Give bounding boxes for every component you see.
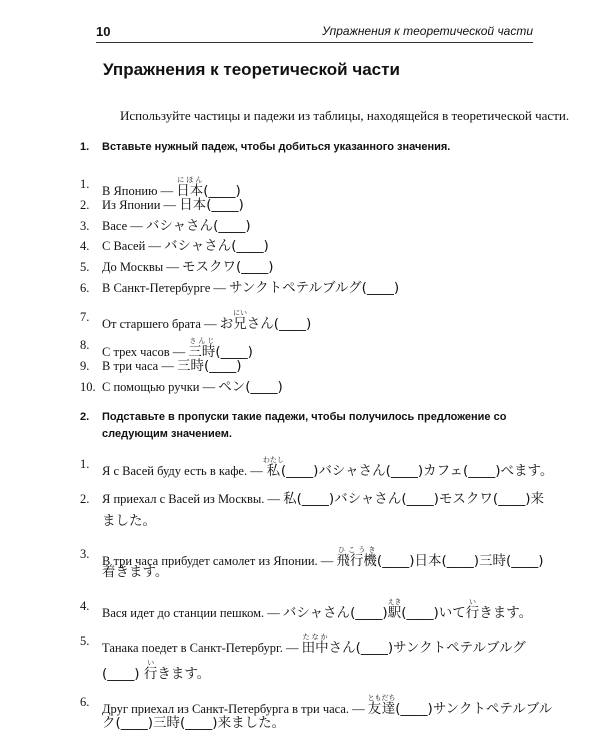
intro-text: Используйте частицы и падежи из таблицы, находящейся в теоретической части. — [120, 108, 570, 123]
exercise-number: 1. — [80, 141, 90, 153]
page-number: 10 — [96, 24, 111, 39]
exercise-instruction: Подставьте в пропуски такие падежи, чтобы получилось предложение со следующим значением. — [102, 411, 507, 440]
running-header — [96, 22, 533, 43]
exercise-number: 2. — [80, 411, 90, 423]
page: 10 Упражнения к теоретической части Упражнения к теоретической части Используйте частицы и падежи из таблицы, находящейся в теоретической части. 1. Вставьте нужный падеж, чтобы добиться указанного значения. 1. В Японию — 日本にほん(____) 2. Из Японии — 日本(____) 3. Васе — バシャさん(____) 4. С Васей — バシャさん(____) 5. До Москвы — モスクワ(____) 6. В Санкт-Петербурге — サンクトペテルブルグ(____) 7. От старшего брата — お兄にいさん(____) 8. С трех часов — 三時さんじ(____) 9. В три часа — 三時(____) 10. С помощью ручки — ペン(____) 2. Подставьте в пропуски такие падежи, чтобы получилось предложение со следующим значением. 1. Я с Васей буду есть в кафе. — 私わたし(____)バシャさん(____)カフェ(____)べます。 2. Я приехал с Васей из Москвы. — 私(____)バシャさん(____)モスクワ(____)来 ました。 3. В три часа прибудет самолет из Японии. — 飛行機ひこうき(____)日本(____)三時(____) 着きます。 4. Вася идет до станции пешком. — バシャさん(____)駅えき(____)いて行いきます。 5. Танака поедет в Санкт-Петербург. — 田中たなかさん(____)サンクトペテルブルグ (____) 行いきます。 6. Друг приехал из Санкт-Петербурга в три часа. — 友達ともだち(____)サンクトペテルブル ク(____)三時(____)来ました。 — [80, 24, 570, 731]
exercise-instruction: Вставьте нужный падеж, чтобы добиться указанного значения. — [102, 141, 451, 153]
running-title: Упражнения к теоретической части — [322, 24, 533, 38]
section-title: Упражнения к теоретической части — [103, 60, 400, 79]
